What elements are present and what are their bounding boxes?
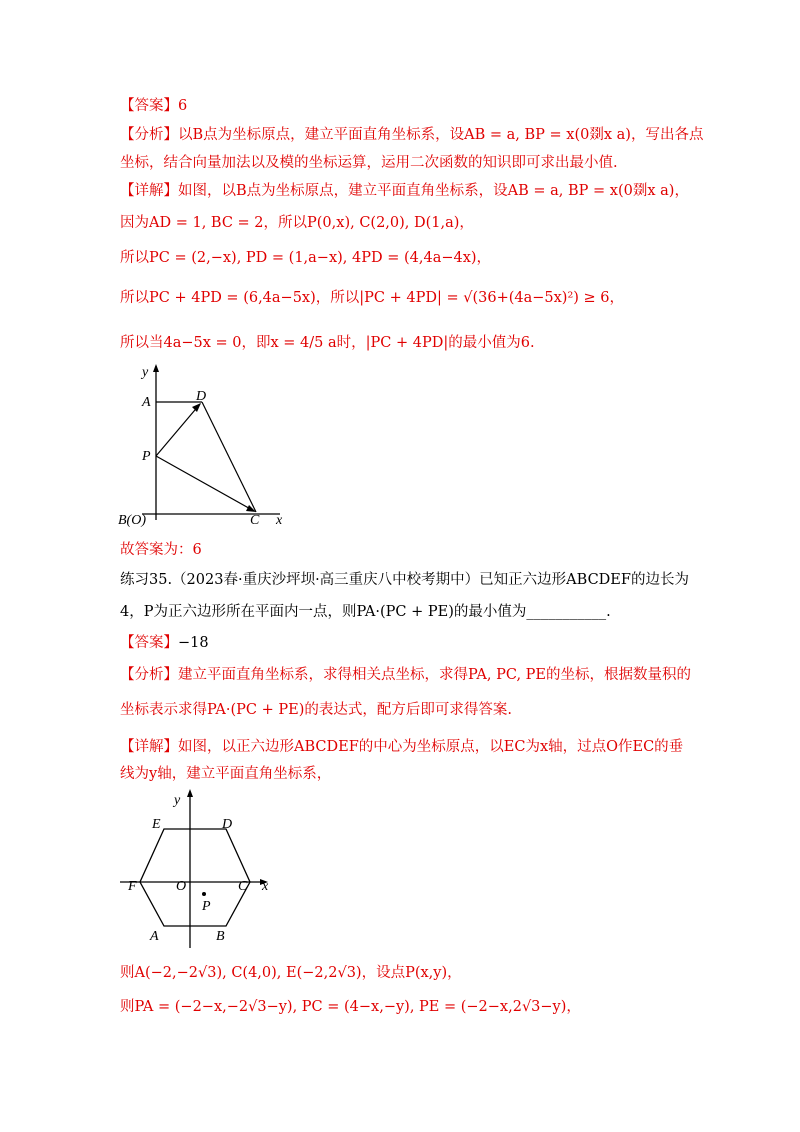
exercise-line-1: 练习35.（2023春·重庆沙坪坝·高三重庆八中校考期中）已知正六边形ABCDEF的边长为 [120,572,689,588]
vector-pc [156,456,254,511]
label-c: C [250,513,260,528]
answer-value-2: −18 [178,635,209,651]
answer-label-2: 【答案】 [120,635,178,651]
label-p: P [142,449,151,464]
figure-2-hexagon [118,786,288,952]
detail-text-2: 如图，以正六边形ABCDEF的中心为坐标原点，以EC为x轴，过点O作EC的垂 [178,739,684,755]
analysis-label-2: 【分析】 [120,667,178,683]
detail-line-2b: 线为y轴，建立平面直角坐标系， [120,766,332,782]
label-a: A [142,395,151,410]
conclusion-1: 故答案为：6 [120,542,202,558]
answer-line-2 [120,633,209,653]
analysis-label: 【分析】 [120,127,178,143]
detail-line-2a [120,737,683,757]
answer-line-1 [120,96,187,116]
y-axis-arrow [153,364,159,372]
detail-line-1b: 因为AD = 1, BC = 2，所以P(0,x), C(2,0), D(1,a)， [120,215,474,231]
answer-value: 6 [178,98,188,114]
label-b-origin: B(O) [118,513,146,528]
detail-line-2d: 则PA = (−2−x,−2√3−y), PC = (4−x,−y), PE = (−2−x,2√3−y)， [120,999,581,1015]
analysis-text-2: 建立平面直角坐标系，求得相关点坐标，求得PA, PC, PE的坐标，根据数量积的 [178,667,692,683]
analysis-line-2b: 坐标表示求得PA·(PC + PE)的表达式，配方后即可求得答案. [120,702,512,718]
detail-line-1c: 所以PC = (2,−x), PD = (1,a−x), 4PD = (4,4a−4x)， [120,250,492,266]
y-axis-arrow-2 [187,789,193,797]
detail-line-1d: 所以PC + 4PD = (6,4a−5x)，所以|PC + 4PD| = √(36+(4a−5x)²) ≥ 6， [120,290,625,306]
vector-pd [156,404,200,456]
detail-text: 如图，以B点为坐标原点，建立平面直角坐标系，设AB = a, BP = x(0剟x a)， [178,183,689,199]
analysis-line-1b: 坐标，结合向量加法以及模的坐标运算，运用二次函数的知识即可求出最小值. [120,155,618,171]
label-a-2: A [150,929,159,944]
label-b-2: B [216,929,225,944]
figure-1-quadrilateral [112,362,302,532]
analysis-line-1a [120,125,703,145]
detail-label-2: 【详解】 [120,739,178,755]
detail-label: 【详解】 [120,183,178,199]
label-c-2: C [238,879,248,894]
label-y: y [142,365,149,380]
analysis-text: 以B点为坐标原点，建立平面直角坐标系，设AB = a, BP = x(0剟x a)，写出各点 [178,127,704,143]
label-f: F [128,879,137,894]
label-o: O [176,879,187,894]
label-d: D [196,389,207,404]
label-d-2: D [222,817,233,832]
segment-dc [202,402,256,512]
label-x: x [276,513,283,528]
detail-line-2c: 则A(−2,−2√3), C(4,0), E(−2,2√3)，设点P(x,y)， [120,965,462,981]
analysis-line-2a [120,665,691,685]
hexagon [140,829,250,926]
label-y-2: y [174,793,181,808]
label-e: E [152,817,161,832]
label-x-2: x [262,879,269,894]
detail-line-1a [120,181,689,201]
exercise-line-2: 4，P为正六边形所在平面内一点，则PA·(PC + PE)的最小值为___________. [120,604,611,620]
label-p-2: P [202,899,211,914]
answer-label: 【答案】 [120,98,178,114]
vector-pd-arrow [192,403,201,412]
detail-line-1e: 所以当4a−5x = 0，即x = 4/5 a时，|PC + 4PD|的最小值为6. [120,335,535,351]
point-p-dot [202,892,206,896]
